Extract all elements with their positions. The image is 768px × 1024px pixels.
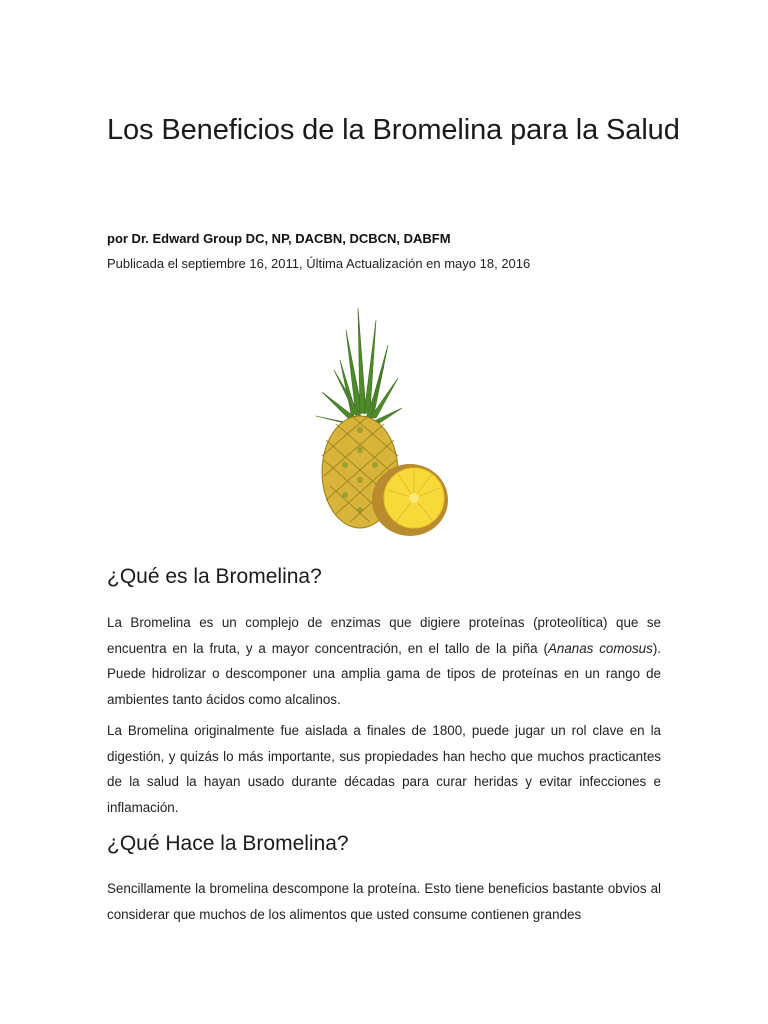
paragraph-intro: La Bromelina es un complejo de enzimas que digiere proteínas (proteolítica) que se encuentra en la fruta, y a mayor concentración, en el tallo de la piña (Ananas comosus). Puede hidrolizar o descomponer una amplia gama de tipos de proteínas en un rango de ambientes tanto ácidos como alcalinos. xyxy=(107,615,662,707)
author-byline: por Dr. Edward Group DC, NP, DACBN, DCBCN, DABFM xyxy=(107,231,451,246)
scientific-name: Ananas comosus xyxy=(547,640,653,656)
paragraph-function: Sencillamente la bromelina descompone la proteína. Esto tiene beneficios bastante obvios al considerar que muchos de los alimentos que usted consume contienen grandes xyxy=(107,881,661,922)
page-title: Los Beneficios de la Bromelina para la Salud xyxy=(107,114,680,146)
section-heading-what-does: ¿Qué Hace la Bromelina? xyxy=(107,832,349,855)
publish-dates: Publicada el septiembre 16, 2011, Última Actualización en mayo 18, 2016 xyxy=(107,256,531,271)
pineapple-crown xyxy=(316,308,402,424)
pineapple-icon xyxy=(300,300,470,550)
paragraph-history: La Bromelina originalmente fue aislada a finales de 1800, puede jugar un rol clave en la digestión, y quizás lo más importante, sus propiedades han hecho que muchos practicantes de la salud la hayan usado durante décadas para curar heridas y evitar infecciones e inflamación. xyxy=(107,723,661,815)
section-heading-what-is: ¿Qué es la Bromelina? xyxy=(107,565,322,588)
